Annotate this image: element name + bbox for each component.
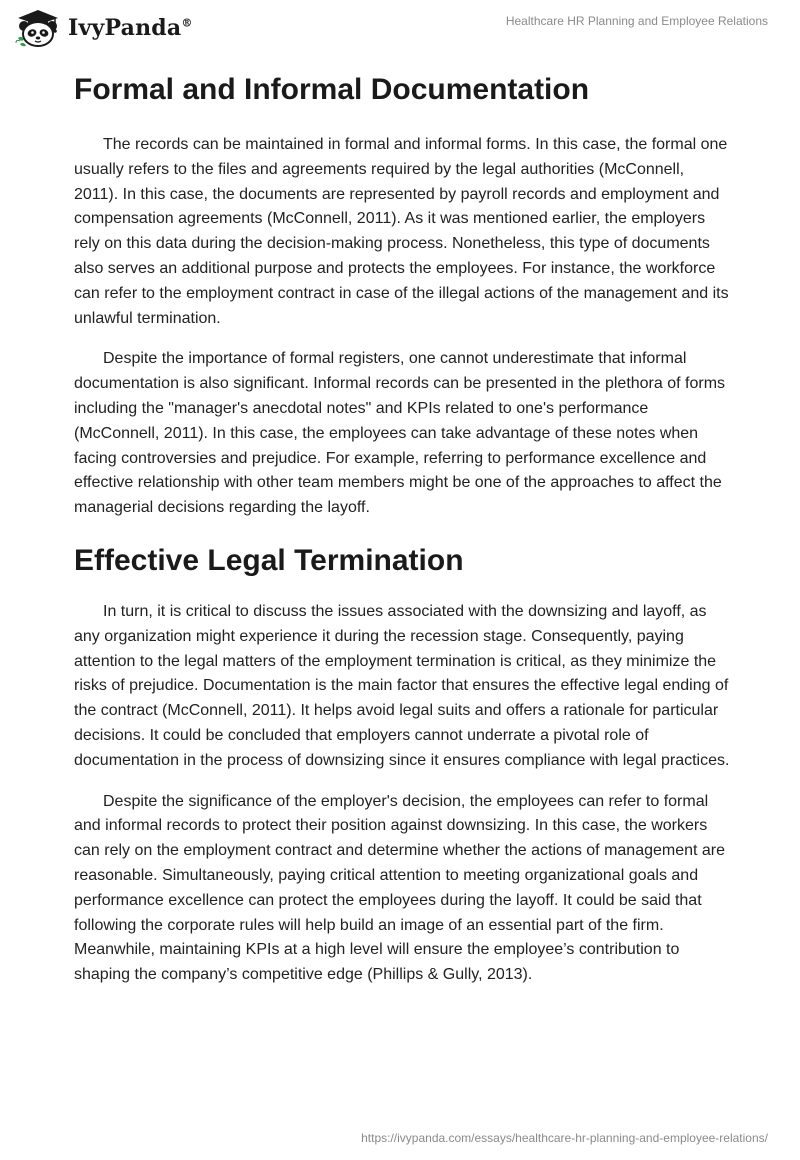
registered-mark: ® (181, 16, 193, 30)
paragraph: Despite the importance of formal registers, one cannot underestimate that informal documentation is also significant. Informal records can be presented in the plethora of forms including the "manager's anecdotal notes" and KPIs related to one's performance (McConnell, 2011). In this case, the employees can take advantage of these notes when facing controversies and prejudice. For example, referring to performance excellence and effective relationship with other team members might be one of the approaches to affect the managerial decisions regarding the layoff. (74, 350, 726, 517)
ivypanda-logo[interactable] (14, 8, 193, 48)
essay-content (74, 70, 730, 988)
paragraph: The records can be maintained in formal and informal forms. In this case, the formal one usually refers to the files and agreements required by the legal authorities (McConnell, 2011). In this case, the documents are represented by payroll records and employment and compensation agreements (McConnell, 2011). As it was mentioned earlier, the employers rely on this data during the decision-making process. Nonetheless, this type of documents also serves an additional purpose and protects the employees. For instance, the workforce can refer to the employment contract in case of the illegal actions of the management and its unlawful termination. (74, 136, 729, 327)
section-title: Effective Legal Termination (74, 543, 464, 577)
paragraph: Despite the significance of the employer's decision, the employees can refer to formal and informal records to protect their position against downsizing. In this case, the workers can rely on the employment contract and determine whether the actions of management are reasonable. Simultaneously, paying critical attention to meeting organizational goals and performance excellence can protect the employees during the layoff. It could be said that following the corporate rules will help build an image of an essential part of the firm. Meanwhile, maintaining KPIs at a high level will ensure the employee’s contribution to shaping the company’s competitive edge (Phillips & Gully, 2013). (74, 792, 726, 984)
brand-text: IvyPanda (68, 15, 182, 41)
section-title: Formal and Informal Documentation (74, 73, 590, 106)
panda-graduate-icon (14, 8, 62, 48)
paragraph: In turn, it is critical to discuss the issues associated with the downsizing and layoff, as any organization might experience it during the recession stage. Consequently, paying attention to the legal matters of the employment termination is critical, as they minimize the risks of prejudice. Documentation is the main factor that ensures the effective legal ending of the contract (McConnell, 2011). It helps avoid legal suits and offers a rationale for particular decisions. It could be concluded that employers cannot underrate a pivotal role of documentation in the process of downsizing since it ensures compliance with legal practices. (74, 602, 730, 769)
brand-name (68, 15, 193, 41)
source-url[interactable]: https://ivypanda.com/essays/healthcare-hr-planning-and-employee-relations/ (361, 1131, 768, 1145)
header-document-title: Healthcare HR Planning and Employee Relations (505, 14, 768, 28)
page-header (0, 0, 800, 60)
